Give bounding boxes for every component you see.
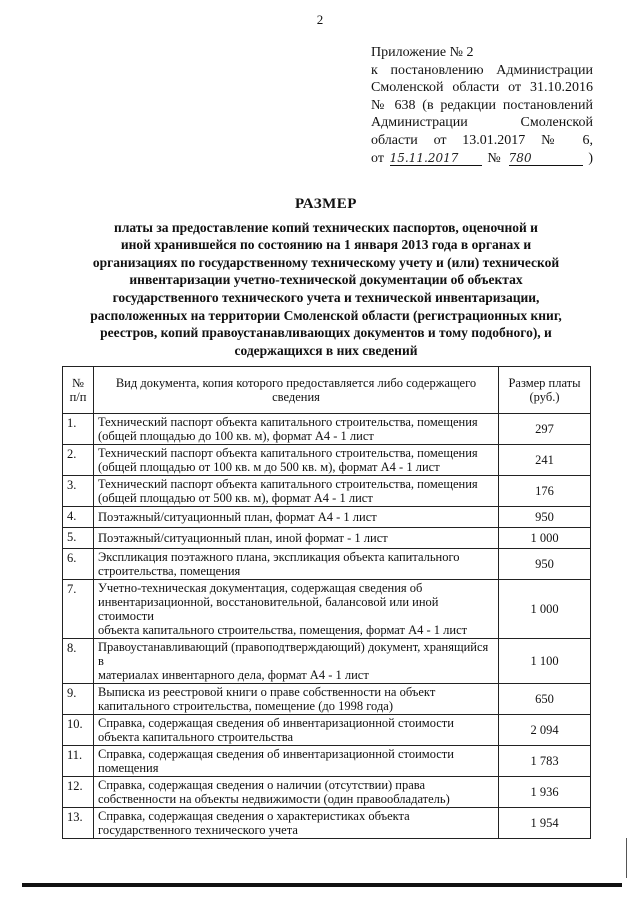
row-number: 3. — [63, 476, 94, 507]
row-description — [94, 528, 499, 549]
row-description-line: объекта капитального строительства, помещения, формат А4 - 1 лист — [98, 623, 468, 637]
row-description-line: Справка, содержащая сведения об инвентаризационной стоимости — [98, 747, 454, 761]
row-description-line: Технический паспорт объекта капитального строительства, помещения — [98, 477, 478, 491]
header-description-line: Вид документа, копия которого предоставляется либо содержащего — [115, 376, 477, 390]
row-number: 5. — [63, 528, 94, 549]
row-fee: 650 — [499, 684, 591, 715]
document-title — [62, 196, 590, 359]
row-description-line: Технический паспорт объекта капитального строительства, помещения — [98, 446, 478, 460]
row-description-line: помещения — [98, 761, 159, 775]
row-number: 7. — [63, 580, 94, 639]
appendix-line: области от 13.01.2017 № 6, — [371, 132, 593, 148]
table-row — [63, 639, 591, 684]
row-description-line: (общей площадью от 500 кв. м), формат А4 - 1 лист — [98, 491, 373, 505]
row-description-line: Справка, содержащая сведения о наличии (отсутствии) права — [98, 778, 426, 792]
closing-paren: ) — [588, 150, 594, 166]
row-description — [94, 639, 499, 684]
row-number: 8. — [63, 639, 94, 684]
row-description — [94, 777, 499, 808]
header-number — [63, 367, 94, 414]
appendix-title: Приложение № 2 — [371, 45, 474, 60]
row-fee: 1 936 — [499, 777, 591, 808]
row-number: 9. — [63, 684, 94, 715]
row-number: 1. — [63, 414, 94, 445]
scan-edge-mark — [626, 838, 627, 878]
row-description-line: материалах инвентарного дела, формат А4 - 1 лист — [98, 668, 369, 682]
row-number: 12. — [63, 777, 94, 808]
header-fee — [499, 367, 591, 414]
title-line: расположенных на территории Смоленской области (регистрационных книг, — [90, 307, 562, 323]
row-number: 6. — [63, 549, 94, 580]
number-sign: № — [487, 150, 503, 166]
row-description — [94, 580, 499, 639]
header-description — [94, 367, 499, 414]
row-description-line: Поэтажный/ситуационный план, формат А4 - 1 лист — [98, 510, 377, 524]
table-row — [63, 445, 591, 476]
header-fee-unit: (руб.) — [529, 390, 560, 404]
table-row — [63, 476, 591, 507]
table-row — [63, 549, 591, 580]
row-description — [94, 414, 499, 445]
row-description-line: собственности на объекты недвижимости (один правообладатель) — [98, 792, 450, 806]
table-row — [63, 414, 591, 445]
row-fee: 2 094 — [499, 715, 591, 746]
row-description-line: инвентаризационной, восстановительной, балансовой или иной стоимости — [98, 595, 439, 623]
row-description — [94, 746, 499, 777]
title-line: иной хранившейся по состоянию на 1 января 2013 года в органах и — [120, 237, 532, 253]
row-description — [94, 715, 499, 746]
row-fee: 950 — [499, 507, 591, 528]
appendix-signature-line — [371, 150, 593, 168]
title-line: инвентаризации учетно-технической документации об объектах — [129, 272, 523, 288]
row-description-line: Справка, содержащая сведения об инвентаризационной стоимости — [98, 716, 454, 730]
row-description — [94, 507, 499, 528]
row-fee: 1 000 — [499, 580, 591, 639]
row-description-line: Справка, содержащая сведения о характеристиках объекта — [98, 809, 410, 823]
row-description — [94, 549, 499, 580]
row-description-line: капитального строительства, помещение (до 1998 года) — [98, 699, 394, 713]
table-row — [63, 808, 591, 839]
row-number: 4. — [63, 507, 94, 528]
title-heading: РАЗМЕР — [295, 196, 357, 212]
handwritten-date: 15.11.2017 — [390, 151, 482, 166]
title-line: платы за предоставление копий технических паспортов, оценочной и — [114, 219, 538, 235]
header-fee-line: Размер платы — [508, 376, 581, 390]
table-row — [63, 777, 591, 808]
appendix-line: Смоленской области от 31.10.2016 — [371, 80, 593, 96]
header-number-sign: № — [72, 376, 84, 390]
row-description-line: (общей площадью до 100 кв. м), формат А4 - 1 лист — [98, 429, 374, 443]
row-fee: 1 783 — [499, 746, 591, 777]
appendix-block — [371, 44, 593, 167]
date-prefix: от — [371, 150, 384, 166]
title-line: реестров, копий правоустанавливающих документов и тому подобного), и — [100, 325, 552, 341]
row-description-line: строительства, помещения — [98, 564, 241, 578]
row-fee: 297 — [499, 414, 591, 445]
row-fee: 241 — [499, 445, 591, 476]
row-number: 11. — [63, 746, 94, 777]
row-description-line: Поэтажный/ситуационный план, иной формат - 1 лист — [98, 531, 388, 545]
row-description — [94, 808, 499, 839]
row-description-line: объекта капитального строительства — [98, 730, 294, 744]
appendix-line: Администрации Смоленской — [371, 115, 593, 131]
row-description-line: Правоустанавливающий (правоподтверждающий) документ, хранящийся в — [98, 640, 489, 668]
table-header-row — [63, 367, 591, 414]
page-number: 2 — [316, 12, 324, 27]
row-description-line: Экспликация поэтажного плана, экспликация объекта капитального — [98, 550, 460, 564]
row-fee: 176 — [499, 476, 591, 507]
row-description — [94, 684, 499, 715]
table-row — [63, 684, 591, 715]
header-number-abbr: п/п — [69, 390, 87, 404]
row-description-line: (общей площадью от 100 кв. м до 500 кв. м), формат А4 - 1 лист — [98, 460, 440, 474]
title-line: организациях по государственному техническому учету и (или) технической — [92, 254, 560, 270]
row-number: 13. — [63, 808, 94, 839]
row-description — [94, 476, 499, 507]
table-row — [63, 715, 591, 746]
table-row — [63, 528, 591, 549]
row-description — [94, 445, 499, 476]
table-row — [63, 746, 591, 777]
row-description-line: Выписка из реестровой книги о праве собственности на объект — [98, 685, 436, 699]
fee-table — [62, 366, 591, 839]
row-number: 10. — [63, 715, 94, 746]
row-fee: 1 954 — [499, 808, 591, 839]
appendix-line: к постановлению Администрации — [371, 62, 593, 78]
bottom-rule — [22, 883, 622, 887]
row-description-line: Учетно-техническая документация, содержащая сведения об — [98, 581, 423, 595]
table-row — [63, 507, 591, 528]
row-fee: 950 — [499, 549, 591, 580]
row-description-line: государственного технического учета — [98, 823, 298, 837]
appendix-line: № 638 (в редакции постановлений — [371, 97, 593, 113]
row-description-line: Технический паспорт объекта капитального строительства, помещения — [98, 415, 478, 429]
header-description-line: сведения — [272, 390, 320, 404]
table-row — [63, 580, 591, 639]
title-line: содержащихся в них сведений — [234, 342, 418, 358]
row-fee: 1 000 — [499, 528, 591, 549]
row-number: 2. — [63, 445, 94, 476]
handwritten-number: 780 — [509, 151, 583, 166]
row-fee: 1 100 — [499, 639, 591, 684]
title-line: государственного технического учета и технической инвентаризации, — [112, 289, 540, 305]
